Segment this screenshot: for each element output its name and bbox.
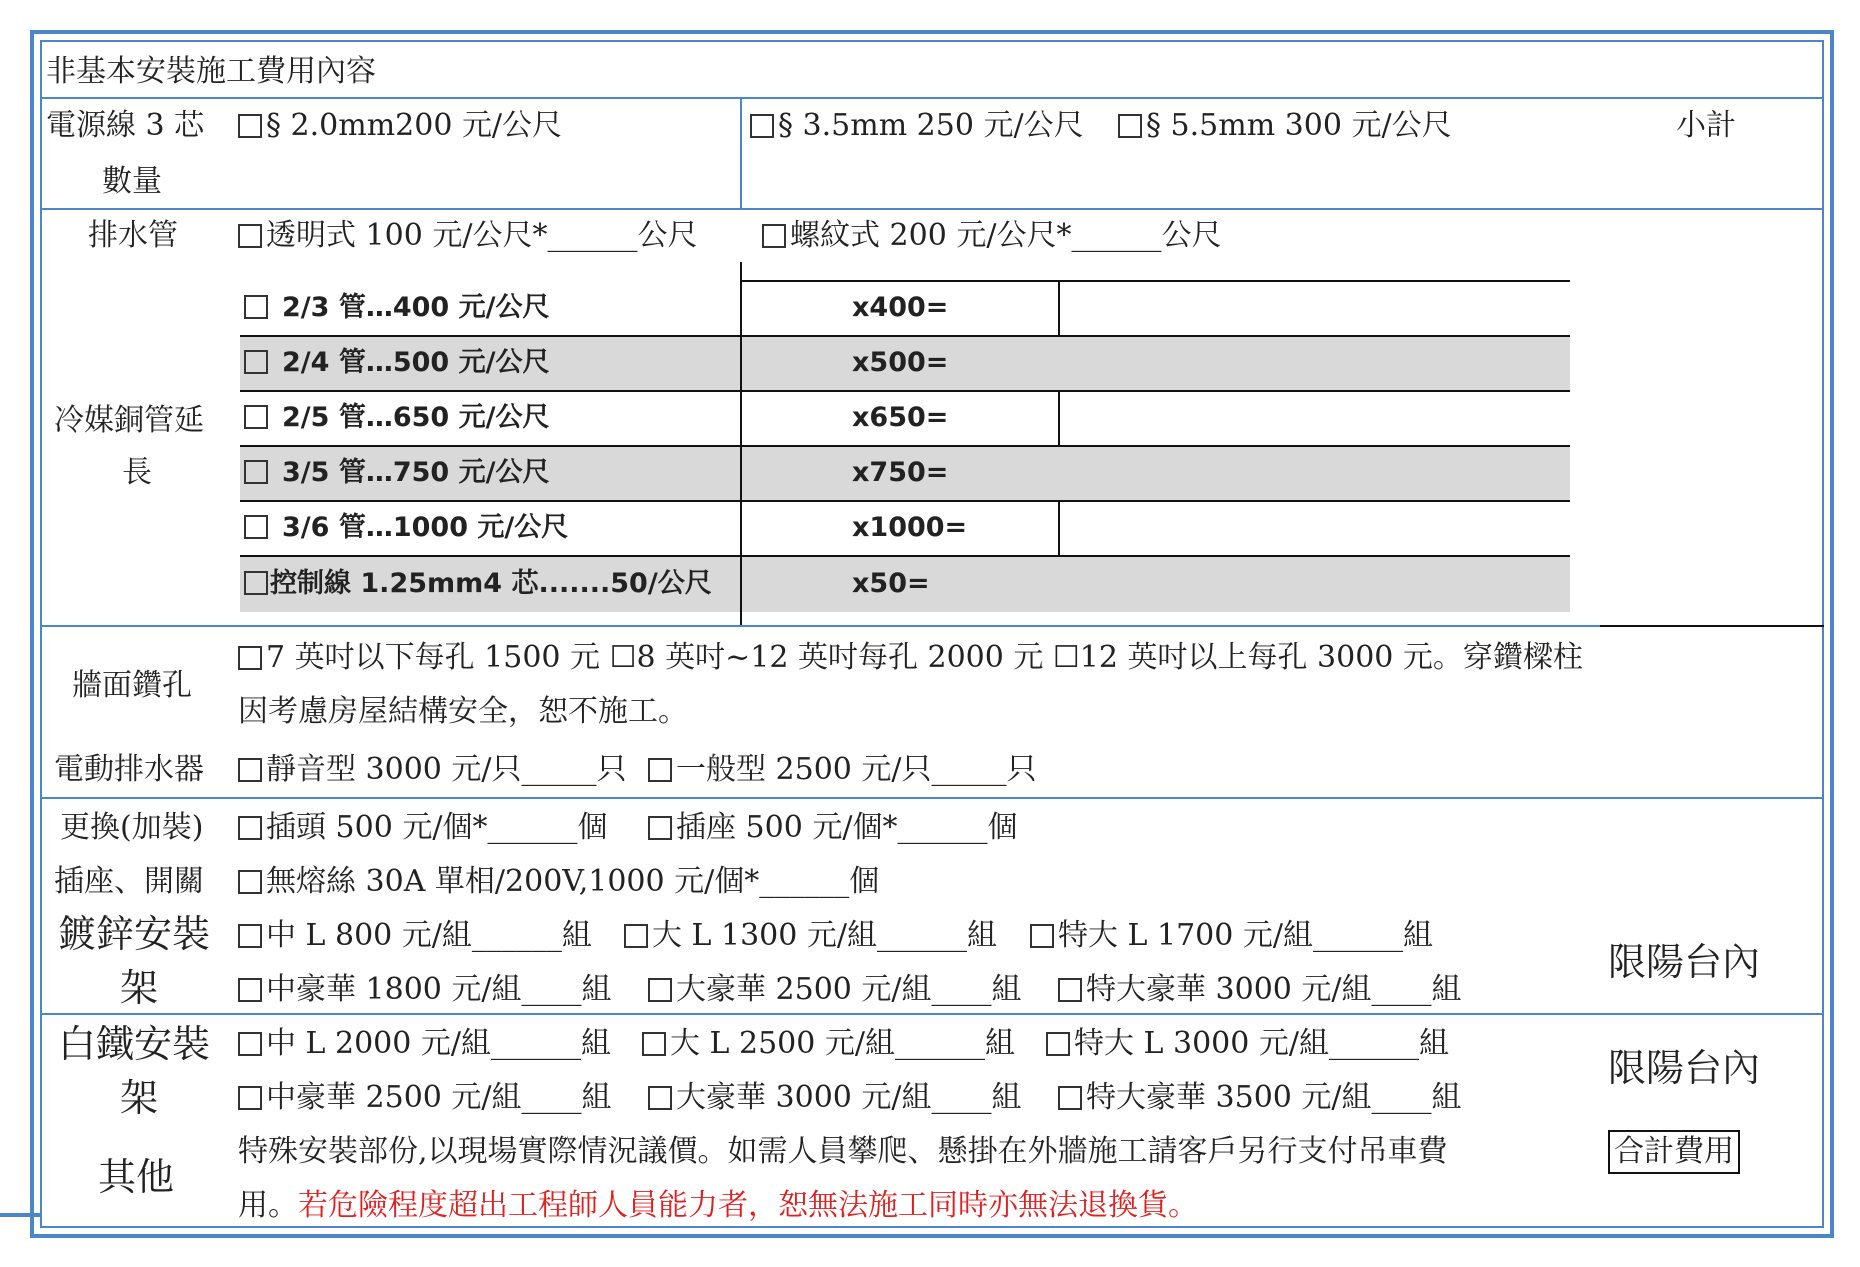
checkbox-icon[interactable] [244, 460, 268, 484]
warning-text: 若危險程度超出工程師人員能力者，恕無法施工同時亦無法退換貨。 [298, 1188, 1198, 1223]
power-option-2mm[interactable]: § 2.0mm200 元/公尺 [238, 108, 562, 144]
checkbox-icon[interactable] [1058, 1086, 1082, 1110]
galv-option[interactable]: 特大豪華 3000 元/組____組 [1058, 972, 1462, 1008]
checkbox-icon[interactable] [238, 924, 262, 948]
checkbox-icon[interactable] [624, 924, 648, 948]
checkbox-icon[interactable] [244, 571, 268, 595]
galv-option[interactable]: 大豪華 2500 元/組____組 [648, 972, 1022, 1008]
checkbox-icon[interactable] [238, 870, 262, 894]
iron-option[interactable]: 大豪華 3000 元/組____組 [648, 1080, 1022, 1116]
wall-drill-note: 因考慮房屋結構安全，恕不施工。 [238, 694, 688, 729]
checkbox-icon[interactable] [238, 758, 262, 782]
form-title: 非基本安裝施工費用內容 [46, 54, 376, 89]
checkbox-icon[interactable] [762, 224, 786, 248]
col-divider [740, 97, 742, 208]
checkbox-icon[interactable] [238, 114, 262, 138]
checkbox-icon[interactable] [648, 978, 672, 1002]
checkbox-icon[interactable] [648, 758, 672, 782]
copper-row-2-4[interactable]: 2/4 管…500 元/公尺 [244, 346, 549, 380]
checkbox-icon[interactable] [238, 1086, 262, 1110]
pump-label: 電動排水器 [54, 752, 204, 787]
replace-label-cont: 插座、開關 [54, 864, 204, 899]
subtotal-label: 小計 [1676, 108, 1736, 143]
table-line [240, 445, 1570, 447]
iron-option[interactable]: 大 L 2500 元/組______組 [642, 1026, 1015, 1062]
checkbox-icon[interactable] [750, 114, 774, 138]
total-cost-box: 合計費用 [1608, 1130, 1740, 1174]
copper-row-2-3[interactable]: 2/3 管…400 元/公尺 [244, 291, 549, 325]
table-line [240, 390, 1570, 392]
replace-option-plug[interactable]: 插頭 500 元/個*______個 [238, 810, 607, 846]
iron-label: 白鐵安裝 [58, 1022, 211, 1066]
copper-mult: x1000= [852, 512, 968, 543]
power-option-3-5mm[interactable]: § 3.5mm 250 元/公尺 [750, 108, 1084, 144]
replace-label: 更換(加裝) [60, 810, 204, 845]
table-line [1600, 625, 1824, 627]
galv-option[interactable]: 大 L 1300 元/組______組 [624, 918, 997, 954]
other-label: 其他 [98, 1155, 175, 1199]
row-divider [40, 97, 1824, 99]
copper-label-cont: 長 [122, 455, 152, 490]
checkbox-icon[interactable] [642, 1032, 666, 1056]
checkbox-icon[interactable] [1030, 924, 1054, 948]
row-divider [40, 208, 1824, 210]
row-divider [40, 1013, 1824, 1015]
copper-row-3-6[interactable]: 3/6 管…1000 元/公尺 [244, 511, 568, 545]
checkbox-icon[interactable] [1118, 114, 1142, 138]
pump-option-standard[interactable]: 一般型 2500 元/只_____只 [648, 752, 1037, 788]
wall-drill-label: 牆面鑽孔 [72, 668, 192, 703]
copper-label: 冷媒銅管延 [54, 403, 204, 438]
power-qty-label: 數量 [102, 164, 162, 199]
checkbox-icon[interactable] [648, 816, 672, 840]
replace-option-socket[interactable]: 插座 500 元/個*______個 [648, 810, 1017, 846]
checkbox-icon[interactable] [238, 224, 262, 248]
galv-option[interactable]: 中 L 800 元/組______組 [238, 918, 592, 954]
galv-option[interactable]: 特大 L 1700 元/組______組 [1030, 918, 1433, 954]
galv-label: 鍍鋅安裝 [58, 912, 211, 956]
galv-balcony-note: 限陽台內 [1608, 940, 1761, 984]
copper-row-3-5[interactable]: 3/5 管…750 元/公尺 [244, 456, 549, 490]
checkbox-icon[interactable] [238, 978, 262, 1002]
table-line [240, 555, 1570, 557]
iron-balcony-note: 限陽台內 [1608, 1046, 1761, 1090]
table-col-line [740, 262, 742, 625]
checkbox-icon[interactable] [1058, 978, 1082, 1002]
checkbox-icon[interactable] [244, 515, 268, 539]
checkbox-icon[interactable] [648, 1086, 672, 1110]
row-divider [40, 625, 1600, 627]
checkbox-icon[interactable] [244, 405, 268, 429]
pump-option-silent[interactable]: 靜音型 3000 元/只_____只 [238, 752, 627, 788]
power-label: 電源線 3 芯 [46, 108, 205, 143]
checkbox-icon[interactable] [238, 816, 262, 840]
copper-row-2-5[interactable]: 2/5 管…650 元/公尺 [244, 401, 549, 435]
copper-mult: x400= [852, 292, 949, 323]
left-edge-line [0, 1213, 40, 1217]
drain-option-clear[interactable]: 透明式 100 元/公尺*______公尺 [238, 218, 697, 254]
table-line [240, 500, 1570, 502]
wall-drill-options[interactable]: 7 英吋以下每孔 1500 元 ☐8 英吋~12 英吋每孔 2000 元 ☐12 英吋以上每孔 3000 元。穿鑽樑柱 [238, 640, 1583, 676]
iron-label-cont: 架 [120, 1076, 159, 1120]
iron-option[interactable]: 中豪華 2500 元/組____組 [238, 1080, 612, 1116]
galv-label-cont: 架 [120, 966, 159, 1010]
checkbox-icon[interactable] [238, 646, 262, 670]
drain-label: 排水管 [88, 218, 178, 253]
drain-option-threaded[interactable]: 螺紋式 200 元/公尺*______公尺 [762, 218, 1221, 254]
control-wire-row[interactable]: 控制線 1.25mm4 芯.......50/公尺 [244, 567, 712, 601]
table-line [740, 280, 1570, 282]
table-col-line [1058, 280, 1060, 335]
table-col-line [1058, 390, 1060, 445]
power-option-5-5mm[interactable]: § 5.5mm 300 元/公尺 [1118, 108, 1452, 144]
row-divider [40, 797, 1824, 799]
copper-mult: x500= [852, 347, 949, 378]
galv-option[interactable]: 中豪華 1800 元/組____組 [238, 972, 612, 1008]
checkbox-icon[interactable] [1046, 1032, 1070, 1056]
copper-mult: x750= [852, 457, 949, 488]
checkbox-icon[interactable] [238, 1032, 262, 1056]
table-col-line [1058, 500, 1060, 555]
other-note-line2: 用。若危險程度超出工程師人員能力者，恕無法施工同時亦無法退換貨。 [238, 1188, 1198, 1223]
copper-mult: x650= [852, 402, 949, 433]
copper-mult: x50= [852, 568, 930, 599]
checkbox-icon[interactable] [244, 295, 268, 319]
checkbox-icon[interactable] [244, 350, 268, 374]
table-line [240, 335, 1570, 337]
replace-option-breaker[interactable]: 無熔絲 30A 單相/200V,1000 元/個*______個 [238, 864, 879, 900]
other-note-line1: 特殊安裝部份,以現場實際情況議價。如需人員攀爬、懸掛在外牆施工請客戶另行支付吊車費 [238, 1134, 1448, 1169]
iron-option[interactable]: 特大豪華 3500 元/組____組 [1058, 1080, 1462, 1116]
iron-option[interactable]: 中 L 2000 元/組______組 [238, 1026, 611, 1062]
iron-option[interactable]: 特大 L 3000 元/組______組 [1046, 1026, 1449, 1062]
